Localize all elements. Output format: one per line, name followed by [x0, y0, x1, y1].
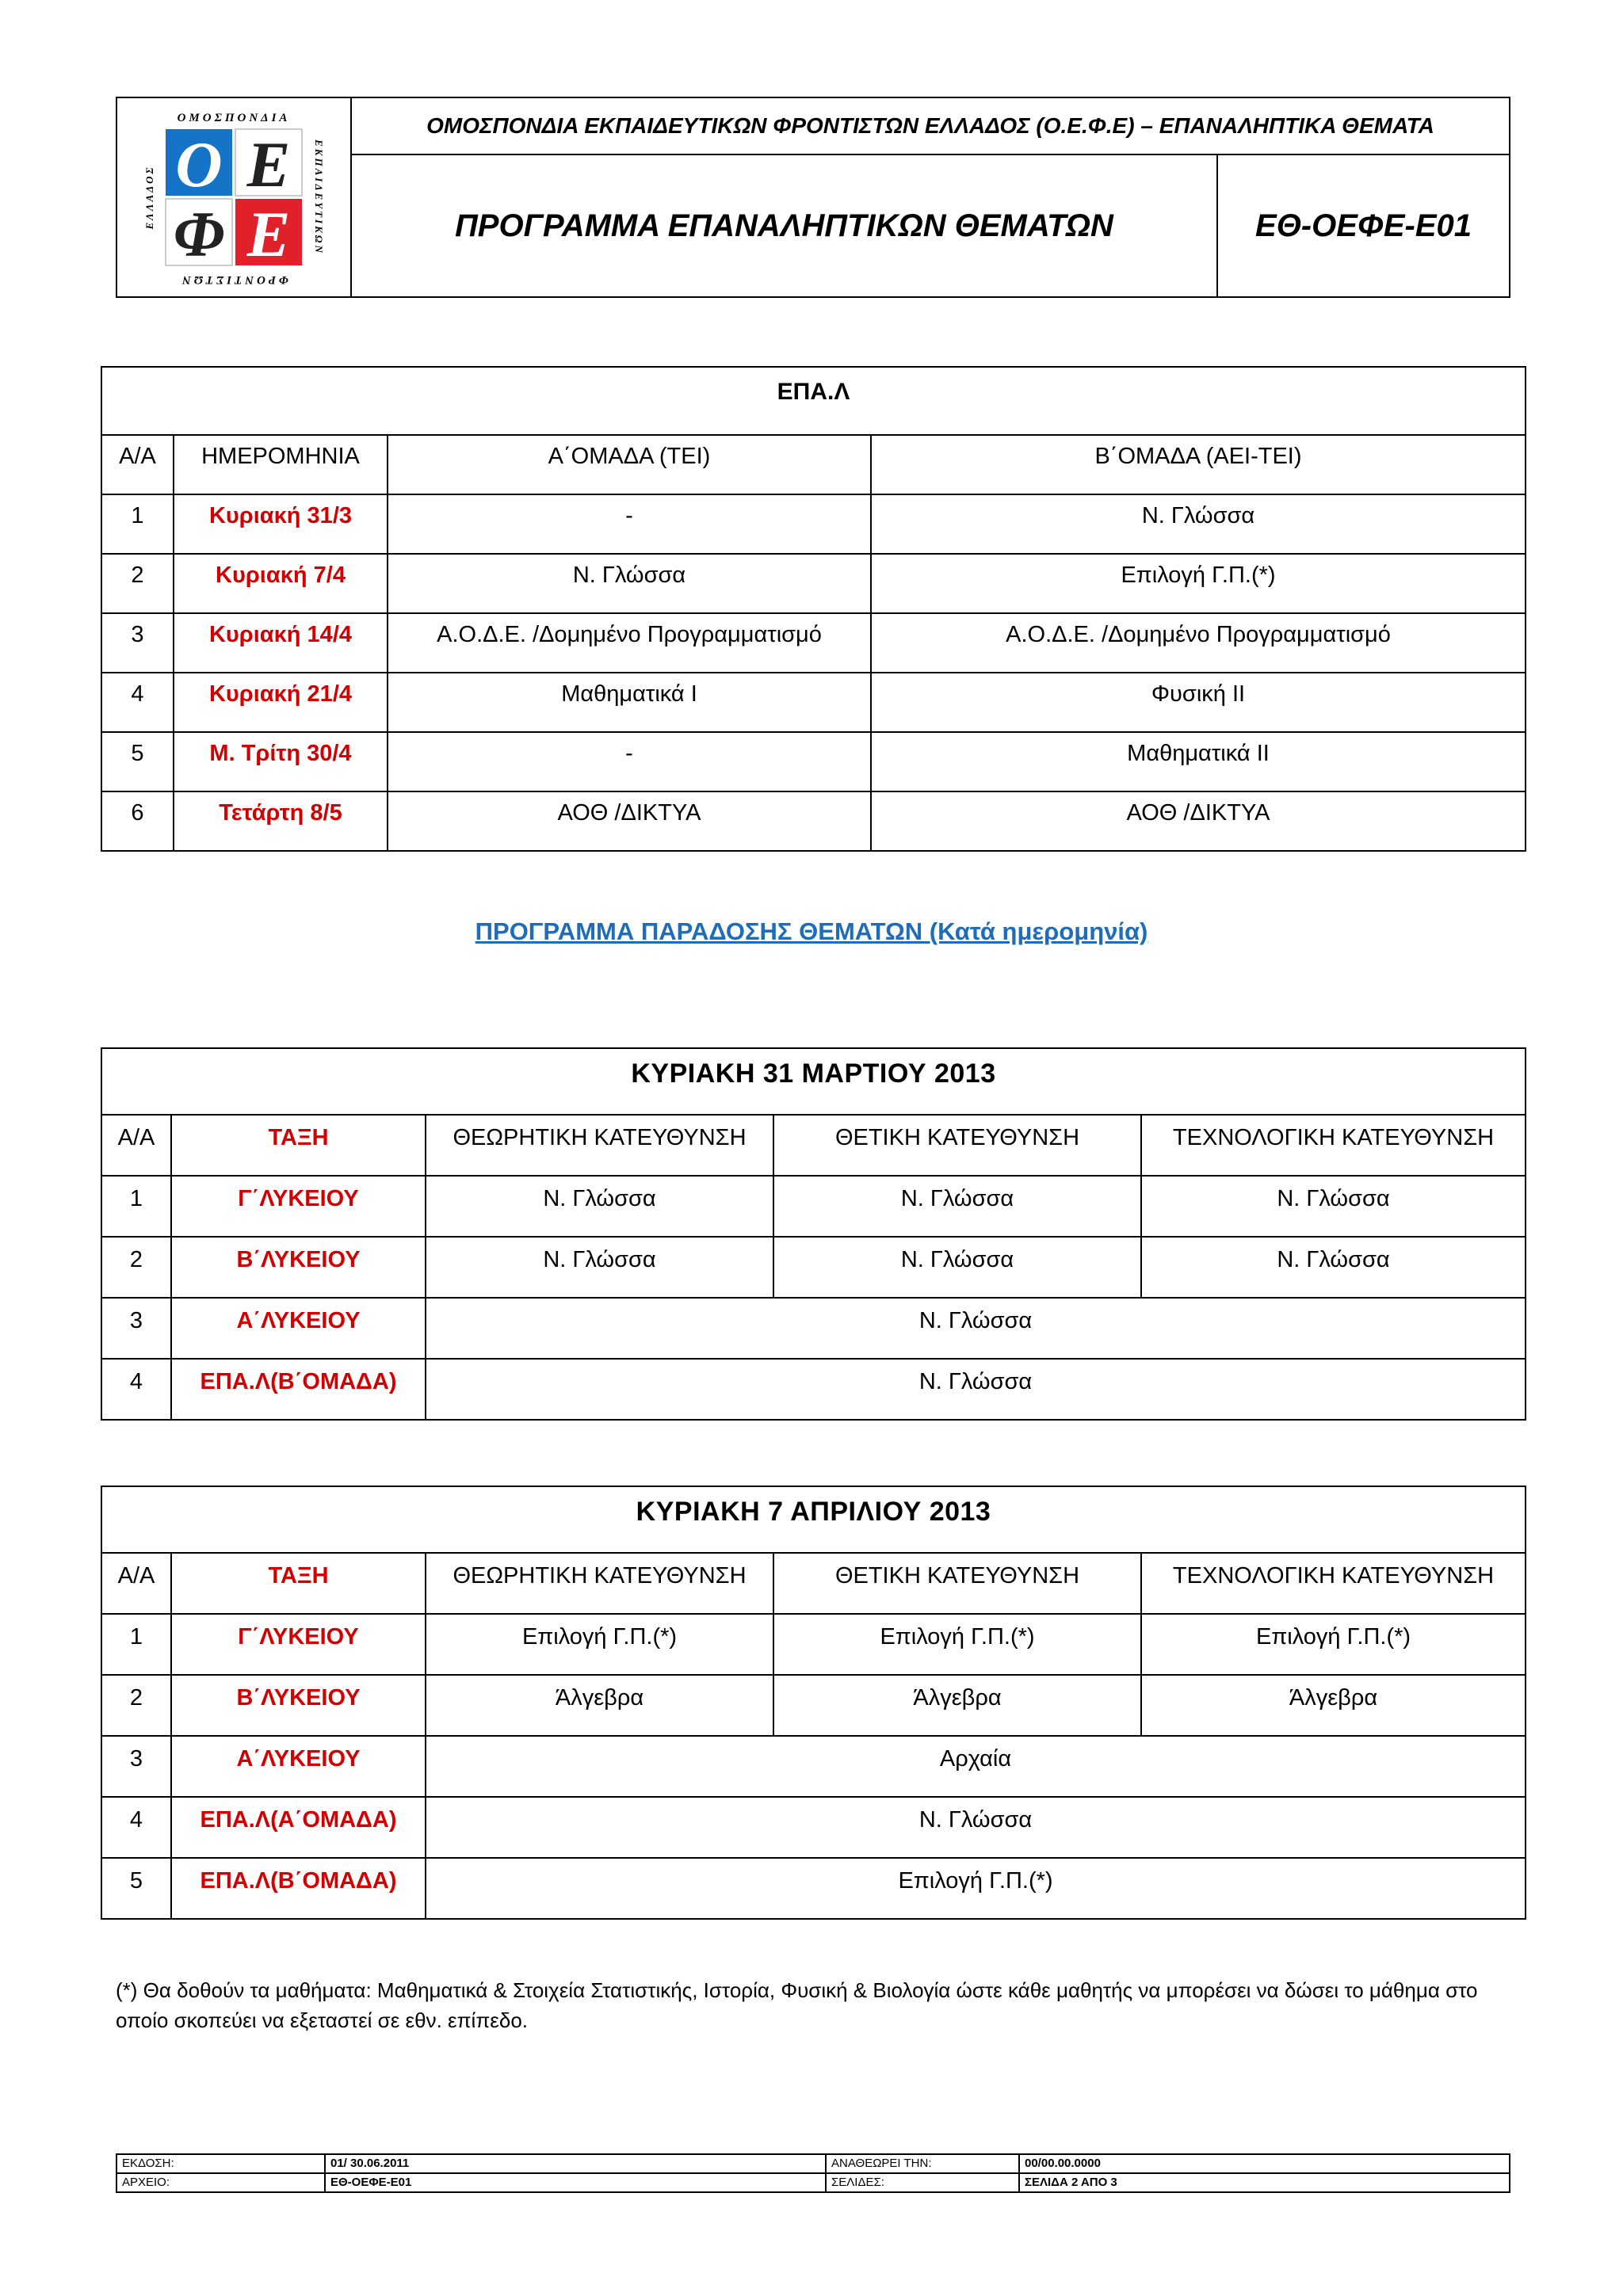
header-cell: ΗΜΕΡΟΜΗΝΙΑ: [174, 435, 388, 494]
header-cell: Α΄ΟΜΑΔΑ (ΤΕΙ): [388, 435, 871, 494]
file-value: ΕΘ-ΟΕΦΕ-Ε01: [325, 2173, 826, 2192]
header-cell: Β΄ΟΜΑΔΑ (ΑΕΙ-ΤΕΙ): [871, 435, 1526, 494]
pages-value: ΣΕΛΙΔΑ 2 ΑΠΟ 3: [1019, 2173, 1510, 2192]
edition-value: 01/ 30.06.2011: [325, 2154, 826, 2173]
row-class: Β΄ΛΥΚΕΙΟΥ: [171, 1237, 426, 1298]
table-row: [101, 1797, 1526, 1858]
merged-subject: Αρχαία: [426, 1736, 1526, 1797]
table-row: [101, 1237, 1526, 1298]
table-row: [101, 554, 1526, 613]
header-cell: ΤΑΞΗ: [171, 1553, 426, 1614]
row-date: Μ. Τρίτη 30/4: [174, 732, 388, 791]
group-b-subject: Φυσική ΙΙ: [871, 673, 1526, 732]
group-b-subject: Μαθηματικά ΙΙ: [871, 732, 1526, 791]
revision-value: 00/00.00.0000: [1019, 2154, 1510, 2173]
row-number: 6: [101, 791, 174, 851]
merged-subject: Ν. Γλώσσα: [426, 1359, 1526, 1420]
document-header: [116, 97, 1510, 298]
row-class: Γ΄ΛΥΚΕΙΟΥ: [171, 1176, 426, 1237]
header-cell: ΘΕΤΙΚΗ ΚΑΤΕΥΘΥΝΣΗ: [773, 1553, 1141, 1614]
oefe-logo-icon: [142, 105, 326, 289]
row-date: Κυριακή 14/4: [174, 613, 388, 673]
logo-right-text: ΕΚΠΑΙΔΕΥΤΙΚΩΝ: [313, 139, 325, 255]
row-date: Τετάρτη 8/5: [174, 791, 388, 851]
organization-title: ΟΜΟΣΠΟΝΔΙΑ ΕΚΠΑΙΔΕΥΤΙΚΩΝ ΦΡΟΝΤΙΣΤΩΝ ΕΛΛΑΔΟΣ (Ο.Ε.Φ.Ε) – ΕΠΑΝΑΛΗΠΤΙΚΑ ΘΕΜΑΤΑ: [351, 97, 1510, 154]
header-cell: ΘΕΩΡΗΤΙΚΗ ΚΑΤΕΥΘΥΝΣΗ: [426, 1553, 773, 1614]
delivery-schedule-link[interactable]: ΠΡΟΓΡΑΜΜΑ ΠΑΡΑΔΟΣΗΣ ΘΕΜΑΤΩΝ (Κατά ημερομηνία): [475, 917, 1148, 945]
row-number: 4: [101, 1797, 171, 1858]
positive-subject: Ν. Γλώσσα: [773, 1176, 1141, 1237]
table-row: [101, 732, 1526, 791]
table-row: [101, 1736, 1526, 1797]
technological-subject: Επιλογή Γ.Π.(*): [1141, 1614, 1526, 1675]
row-number: 2: [101, 1675, 171, 1736]
header-cell: ΤΕΧΝΟΛΟΓΙΚΗ ΚΑΤΕΥΘΥΝΣΗ: [1141, 1553, 1526, 1614]
epal-schedule-table: [101, 366, 1526, 852]
day1-schedule-table: [101, 1047, 1526, 1421]
group-a-subject: Ν. Γλώσσα: [388, 554, 871, 613]
document-footer: [116, 2153, 1510, 2193]
row-class: ΕΠΑ.Λ(Β΄ΟΜΑΔΑ): [171, 1359, 426, 1420]
logo-letter-1: Ο: [175, 128, 223, 200]
row-number: 3: [101, 1298, 171, 1359]
day2-schedule-table: [101, 1486, 1526, 1920]
day2-title: ΚΥΡΙΑΚΗ 7 ΑΠΡΙΛΙΟΥ 2013: [101, 1486, 1526, 1553]
group-b-subject: ΑΟΘ /ΔΙΚΤΥΑ: [871, 791, 1526, 851]
table-header-row: [101, 1553, 1526, 1614]
table-row: [101, 1614, 1526, 1675]
row-number: 1: [101, 1176, 171, 1237]
day1-title: ΚΥΡΙΑΚΗ 31 ΜΑΡΤΙΟΥ 2013: [101, 1048, 1526, 1115]
merged-subject: Επιλογή Γ.Π.(*): [426, 1858, 1526, 1919]
table-row: [101, 673, 1526, 732]
logo-bottom-text: ΦΡΟΝΤΙΣΤΩΝ: [179, 273, 288, 286]
logo-letter-3: Φ: [173, 198, 225, 270]
group-a-subject: Α.Ο.Δ.Ε. /Δομημένο Προγραμματισμό: [388, 613, 871, 673]
group-b-subject: Ν. Γλώσσα: [871, 494, 1526, 554]
group-a-subject: Μαθηματικά Ι: [388, 673, 871, 732]
row-number: 3: [101, 613, 174, 673]
technological-subject: Άλγεβρα: [1141, 1675, 1526, 1736]
header-cell: Α/Α: [101, 1115, 171, 1176]
pages-label: ΣΕΛΙΔΕΣ:: [826, 2173, 1019, 2192]
theoretical-subject: Επιλογή Γ.Π.(*): [426, 1614, 773, 1675]
group-a-subject: -: [388, 732, 871, 791]
row-number: 1: [101, 1614, 171, 1675]
row-number: 4: [101, 1359, 171, 1420]
group-a-subject: ΑΟΘ /ΔΙΚΤΥΑ: [388, 791, 871, 851]
logo-left-text: ΕΛΛΑΔΟΣ: [143, 165, 155, 230]
row-class: Γ΄ΛΥΚΕΙΟΥ: [171, 1614, 426, 1675]
table-header-row: [101, 1115, 1526, 1176]
table-row: [101, 613, 1526, 673]
merged-subject: Ν. Γλώσσα: [426, 1797, 1526, 1858]
logo-top-text: ΟΜΟΣΠΟΝΔΙΑ: [177, 112, 291, 124]
row-number: 3: [101, 1736, 171, 1797]
logo-cell: [116, 97, 351, 297]
positive-subject: Επιλογή Γ.Π.(*): [773, 1614, 1141, 1675]
logo-letter-2: Ε: [246, 128, 291, 200]
table-row: [101, 1176, 1526, 1237]
row-number: 5: [101, 732, 174, 791]
technological-subject: Ν. Γλώσσα: [1141, 1176, 1526, 1237]
theoretical-subject: Άλγεβρα: [426, 1675, 773, 1736]
header-cell: Α/Α: [101, 1553, 171, 1614]
row-class: ΕΠΑ.Λ(Β΄ΟΜΑΔΑ): [171, 1858, 426, 1919]
edition-label: ΕΚΔΟΣΗ:: [116, 2154, 325, 2173]
group-a-subject: -: [388, 494, 871, 554]
positive-subject: Άλγεβρα: [773, 1675, 1141, 1736]
technological-subject: Ν. Γλώσσα: [1141, 1237, 1526, 1298]
merged-subject: Ν. Γλώσσα: [426, 1298, 1526, 1359]
row-number: 4: [101, 673, 174, 732]
header-cell: ΘΕΤΙΚΗ ΚΑΤΕΥΘΥΝΣΗ: [773, 1115, 1141, 1176]
file-label: ΑΡΧΕΙΟ:: [116, 2173, 325, 2192]
logo-letter-4: Ε: [246, 198, 291, 270]
positive-subject: Ν. Γλώσσα: [773, 1237, 1141, 1298]
header-cell: ΘΕΩΡΗΤΙΚΗ ΚΑΤΕΥΘΥΝΣΗ: [426, 1115, 773, 1176]
table-header-row: [101, 435, 1526, 494]
row-number: 1: [101, 494, 174, 554]
theoretical-subject: Ν. Γλώσσα: [426, 1176, 773, 1237]
row-number: 2: [101, 554, 174, 613]
row-class: ΕΠΑ.Λ(Α΄ΟΜΑΔΑ): [171, 1797, 426, 1858]
epal-title: ΕΠΑ.Λ: [101, 367, 1526, 435]
table-row: [101, 1675, 1526, 1736]
row-date: Κυριακή 7/4: [174, 554, 388, 613]
theoretical-subject: Ν. Γλώσσα: [426, 1237, 773, 1298]
header-cell: Α/Α: [101, 435, 174, 494]
header-cell: ΤΕΧΝΟΛΟΓΙΚΗ ΚΑΤΕΥΘΥΝΣΗ: [1141, 1115, 1526, 1176]
row-date: Κυριακή 21/4: [174, 673, 388, 732]
header-cell: ΤΑΞΗ: [171, 1115, 426, 1176]
row-number: 2: [101, 1237, 171, 1298]
oefe-logo: [142, 105, 326, 289]
table-row: [101, 1858, 1526, 1919]
row-class: Α΄ΛΥΚΕΙΟΥ: [171, 1298, 426, 1359]
row-class: Β΄ΛΥΚΕΙΟΥ: [171, 1675, 426, 1736]
program-title: ΠΡΟΓΡΑΜΜΑ ΕΠΑΝΑΛΗΠΤΙΚΩΝ ΘΕΜΑΤΩΝ: [351, 154, 1217, 297]
row-number: 5: [101, 1858, 171, 1919]
table-row: [101, 1359, 1526, 1420]
footnote: (*) Θα δοθούν τα μαθήματα: Μαθηματικά & Στοιχεία Στατιστικής, Ιστορία, Φυσική & Βιολογία ώστε κάθε μαθητής να μπορέσει να δώσει το μάθημα στο οποίο σκοπεύει να εξεταστεί σε εθν. επίπεδο.: [116, 1978, 1478, 2032]
row-date: Κυριακή 31/3: [174, 494, 388, 554]
table-row: [101, 494, 1526, 554]
revision-label: ΑΝΑΘΕΩΡΕΙ ΤΗΝ:: [826, 2154, 1019, 2173]
row-class: Α΄ΛΥΚΕΙΟΥ: [171, 1736, 426, 1797]
group-b-subject: Επιλογή Γ.Π.(*): [871, 554, 1526, 613]
table-row: [101, 1298, 1526, 1359]
table-row: [101, 791, 1526, 851]
group-b-subject: Α.Ο.Δ.Ε. /Δομημένο Προγραμματισμό: [871, 613, 1526, 673]
document-code: ΕΘ-ΟΕΦΕ-Ε01: [1217, 154, 1510, 297]
